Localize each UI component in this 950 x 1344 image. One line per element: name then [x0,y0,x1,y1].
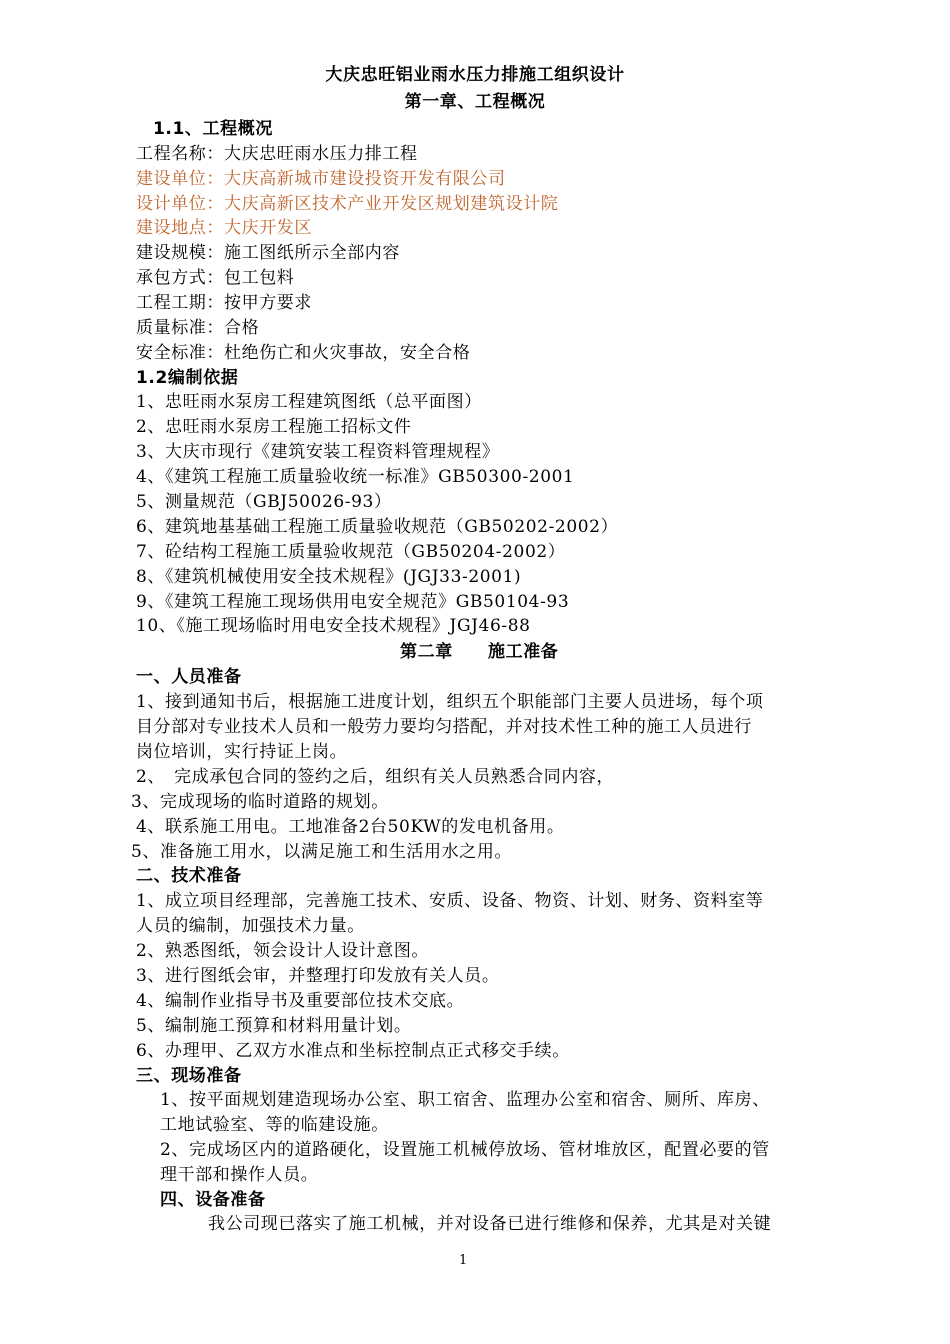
project-name-line: 工程名称：大庆忠旺雨水压力排工程 [136,144,418,164]
basis-item: 9、《建筑工程施工现场供用电安全规范》GB50104-93 [136,592,570,612]
scale-line: 建设规模：施工图纸所示全部内容 [136,243,400,263]
personnel-item: 4、联系施工用电。工地准备2台50KW的发电机备用。 [136,817,565,837]
basis-item: 4、《建筑工程施工质量验收统一标准》GB50300-2001 [136,467,575,487]
equipment-heading: 四、设备准备 [160,1190,266,1210]
site-prep-heading: 三、现场准备 [136,1066,242,1086]
technical-heading: 二、技术准备 [136,866,242,886]
basis-item: 2、忠旺雨水泵房工程施工招标文件 [136,417,412,437]
basis-item: 6、建筑地基基础工程施工质量验收规范（GB50202-2002） [136,517,619,537]
personnel-item: 3、完成现场的临时道路的规划。 [131,792,389,812]
safety-line: 安全标准：杜绝伤亡和火灾事故，安全合格 [136,343,471,363]
chapter-1-title: 第一章、工程概况 [404,92,546,112]
basis-item: 3、大庆市现行《建筑安装工程资料管理规程》 [136,442,500,462]
technical-item: 5、编制施工预算和材料用量计划。 [136,1016,412,1036]
period-line: 工程工期：按甲方要求 [136,293,312,313]
contract-line: 承包方式：包工包料 [136,268,295,288]
personnel-item: 2、 完成承包合同的签约之后，组织有关人员熟悉合同内容， [136,767,615,787]
personnel-paragraph-line: 1、接到通知书后，根据施工进度计划，组织五个职能部门主要人员进场，每个项 [136,692,764,712]
technical-item: 3、进行图纸会审，并整理打印发放有关人员。 [136,966,500,986]
quality-line: 质量标准：合格 [136,318,260,338]
section-1-2-heading: 1.2编制依据 [136,368,239,388]
document-title: 大庆忠旺铝业雨水压力排施工组织设计 [325,65,625,85]
technical-item: 2、熟悉图纸，领会设计人设计意图。 [136,941,430,961]
site-paragraph-line: 理干部和操作人员。 [160,1165,319,1185]
technical-paragraph-line: 1、成立项目经理部，完善施工技术、安质、设备、物资、计划、财务、资料室等 [136,891,764,911]
personnel-paragraph-line: 岗位培训，实行持证上岗。 [136,742,348,762]
site-line: 建设地点：大庆开发区 [136,218,312,238]
technical-paragraph-line: 人员的编制，加强技术力量。 [136,916,365,936]
site-paragraph-line: 工地试验室、等的临建设施。 [160,1115,389,1135]
personnel-paragraph-line: 目分部对专业技术人员和一般劳力要均匀搭配，并对技术性工种的施工人员进行 [136,717,752,737]
site-paragraph-line: 1、按平面规划建造现场办公室、职工宿舍、监理办公室和宿舍、厕所、库房、 [160,1090,770,1110]
builder-line: 建设单位：大庆高新城市建设投资开发有限公司 [136,169,506,189]
basis-item: 7、砼结构工程施工质量验收规范（GB50204-2002） [136,542,566,562]
personnel-item: 5、准备施工用水，以满足施工和生活用水之用。 [131,842,513,862]
section-1-1-heading: 1.1、工程概况 [153,119,273,139]
chapter-2-title: 第二章 施工准备 [400,642,559,662]
designer-line: 设计单位：大庆高新区技术产业开发区规划建筑设计院 [136,194,559,214]
basis-item: 1、忠旺雨水泵房工程建筑图纸（总平面图） [136,392,482,412]
basis-item: 8、《建筑机械使用安全技术规程》(JGJ33-2001) [136,567,522,587]
basis-item: 5、测量规范（GBJ50026-93） [136,492,392,512]
personnel-heading: 一、人员准备 [136,667,242,687]
site-paragraph-line: 2、完成场区内的道路硬化，设置施工机械停放场、管材堆放区，配置必要的管 [160,1140,770,1160]
page-number: 1 [459,1253,468,1268]
equipment-paragraph-line: 我公司现已落实了施工机械，并对设备已进行维修和保养，尤其是对关键 [208,1214,772,1234]
technical-item: 6、办理甲、乙双方水准点和坐标控制点正式移交手续。 [136,1041,570,1061]
technical-item: 4、编制作业指导书及重要部位技术交底。 [136,991,465,1011]
basis-item: 10、《施工现场临时用电安全技术规程》JGJ46-88 [136,616,531,636]
